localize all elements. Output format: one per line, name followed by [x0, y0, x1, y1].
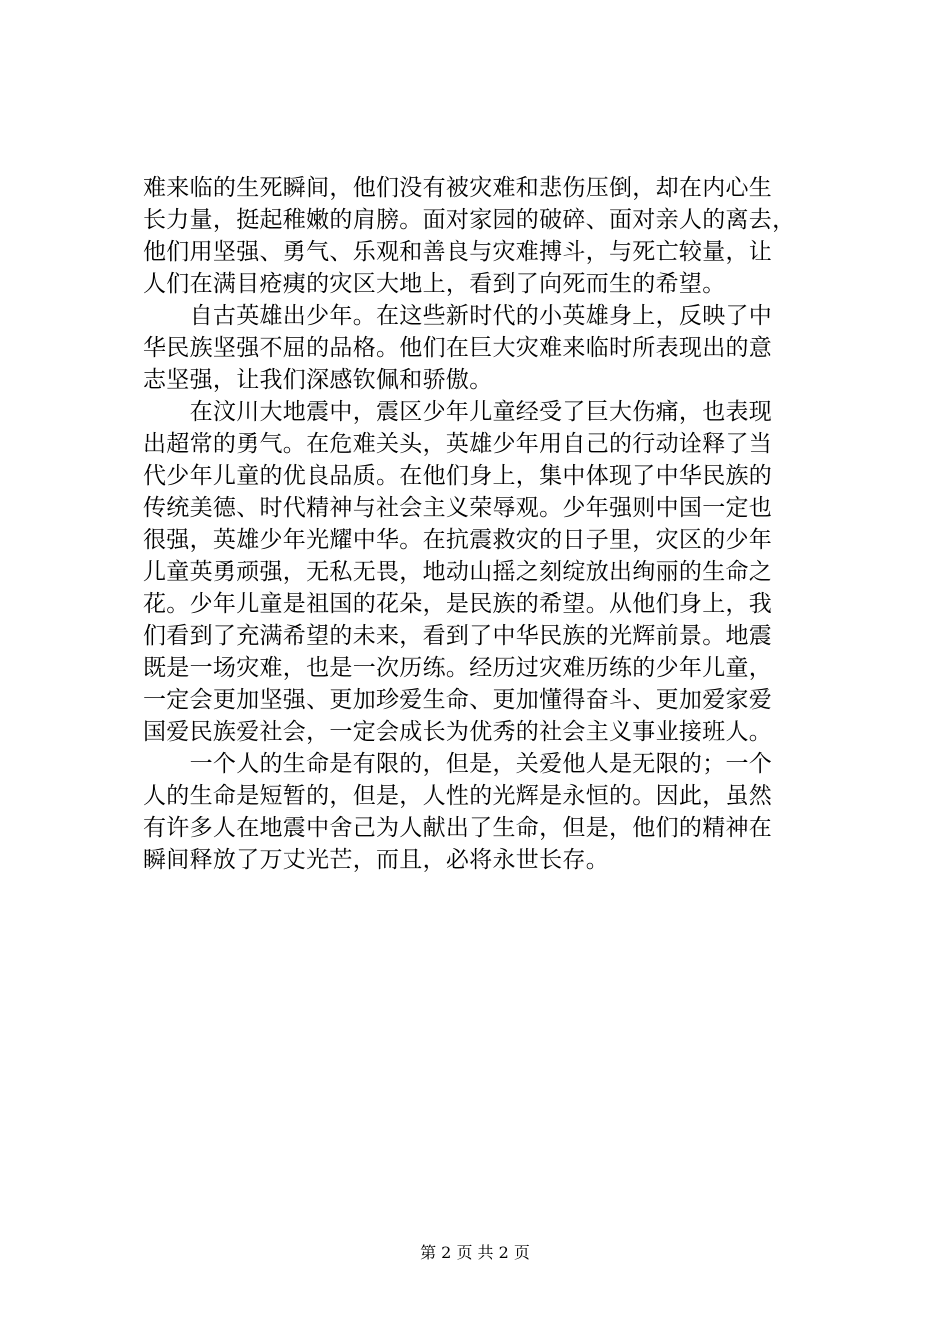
text-line: 华民族坚强不屈的品格。他们在巨大灾难来临时所表现出的意	[143, 335, 773, 361]
document-body	[143, 172, 833, 876]
text-line: 长力量，挺起稚嫩的肩膀。面对家园的破碎、面对亲人的离去，	[143, 207, 796, 233]
page-number-label: 第 2 页 共 2 页	[420, 1243, 530, 1262]
text-line: 代少年儿童的优良品质。在他们身上，集中体现了中华民族的	[143, 463, 773, 489]
text-line: 有许多人在地震中舍己为人献出了生命，但是，他们的精神在	[143, 815, 773, 841]
text-line: 们看到了充满希望的未来，看到了中华民族的光辉前景。地震	[143, 623, 773, 649]
text-line: 国爱民族爱社会，一定会成长为优秀的社会主义事业接班人。	[143, 719, 773, 745]
text-line: 很强，英雄少年光耀中华。在抗震救灾的日子里，灾区的少年	[143, 527, 773, 553]
text-line: 出超常的勇气。在危难关头，英雄少年用自己的行动诠释了当	[143, 431, 773, 457]
text-line: 一个人的生命是有限的，但是，关爱他人是无限的；一个	[143, 751, 773, 777]
text-line: 一定会更加坚强、更加珍爱生命、更加懂得奋斗、更加爱家爱	[143, 687, 773, 713]
text-line: 志坚强，让我们深感钦佩和骄傲。	[143, 367, 493, 393]
text-line: 他们用坚强、勇气、乐观和善良与灾难搏斗，与死亡较量，让	[143, 239, 773, 265]
page-footer	[0, 1242, 950, 1264]
text-line: 花。少年儿童是祖国的花朵，是民族的希望。从他们身上，我	[143, 591, 773, 617]
text-line: 既是一场灾难，也是一次历练。经历过灾难历练的少年儿童，	[143, 655, 773, 681]
text-line: 儿童英勇顽强，无私无畏，地动山摇之刻绽放出绚丽的生命之	[143, 559, 773, 585]
text-line: 人的生命是短暂的，但是，人性的光辉是永恒的。因此，虽然	[143, 783, 773, 809]
text-line: 瞬间释放了万丈光芒，而且，必将永世长存。	[143, 847, 609, 873]
text-line: 在汶川大地震中，震区少年儿童经受了巨大伤痛，也表现	[143, 399, 773, 425]
text-line: 自古英雄出少年。在这些新时代的小英雄身上，反映了中	[143, 303, 773, 329]
text-line: 难来临的生死瞬间，他们没有被灾难和悲伤压倒，却在内心生	[143, 175, 773, 201]
text-line: 人们在满目疮痍的灾区大地上，看到了向死而生的希望。	[143, 271, 726, 297]
text-line: 传统美德、时代精神与社会主义荣辱观。少年强则中国一定也	[143, 495, 773, 521]
